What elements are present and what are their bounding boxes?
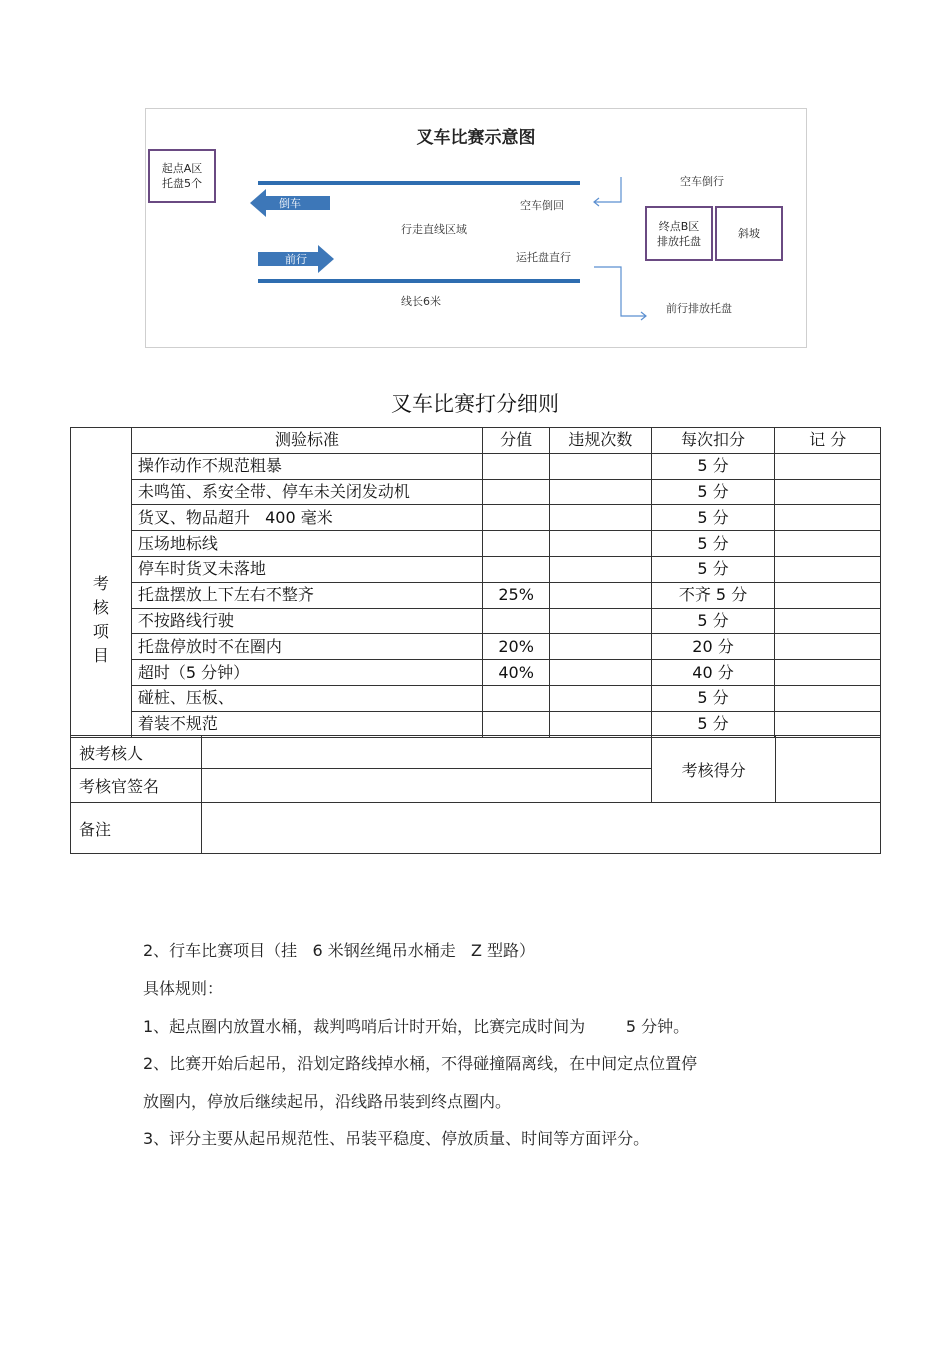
reverse-label: 倒车 — [279, 197, 301, 210]
row-value: 40% — [483, 660, 550, 686]
row-count[interactable] — [550, 634, 652, 660]
row-deduct: 20 分 — [651, 634, 775, 660]
remarks-field[interactable] — [201, 803, 880, 854]
remarks-label: 备注 — [71, 803, 202, 854]
signature-table — [70, 735, 881, 854]
header-violations: 违规次数 — [550, 428, 652, 454]
row-item: 压场地标线 — [131, 531, 482, 557]
row-value — [483, 505, 550, 531]
row-value — [483, 479, 550, 505]
row-score[interactable] — [775, 453, 881, 479]
result-label: 考核得分 — [652, 736, 776, 803]
scoring-table — [70, 427, 881, 738]
row-value: 20% — [483, 634, 550, 660]
examinee-field[interactable] — [201, 736, 651, 769]
examiner-label: 考核官签名 — [71, 769, 202, 803]
header-standard: 测验标准 — [131, 428, 482, 454]
table-title: 叉车比赛打分细则 — [391, 392, 559, 416]
forward-label: 前行 — [285, 253, 307, 266]
header-score: 记 分 — [775, 428, 881, 454]
table-row — [71, 505, 881, 531]
rule-3: 3、评分主要从起吊规范性、吊装平稳度、停放质量、时间等方面评分。 — [143, 1129, 650, 1148]
row-deduct: 5 分 — [651, 608, 775, 634]
row-value — [483, 531, 550, 557]
line-length-label: 线长6米 — [401, 295, 441, 308]
row-deduct: 5 分 — [651, 479, 775, 505]
table-row — [71, 608, 881, 634]
row-item: 托盘摆放上下左右不整齐 — [131, 582, 482, 608]
row-value: 25% — [483, 582, 550, 608]
empty-reverse-right-label: 空车倒行 — [680, 175, 724, 188]
row-deduct: 5 分 — [651, 685, 775, 711]
start-zone-line2: 托盘5个 — [162, 177, 202, 190]
examinee-label: 被考核人 — [71, 736, 202, 769]
row-item: 不按路线行驶 — [131, 608, 482, 634]
row-value — [483, 608, 550, 634]
forklift-diagram — [145, 108, 807, 348]
table-row — [71, 660, 881, 686]
straight-area-label: 行走直线区域 — [401, 223, 467, 236]
row-score[interactable] — [775, 685, 881, 711]
row-count[interactable] — [550, 556, 652, 582]
row-count[interactable] — [550, 505, 652, 531]
row-count[interactable] — [550, 531, 652, 557]
examiner-signature-field[interactable] — [201, 769, 651, 803]
rule-2-line2: 放圈内，停放后继续起吊，沿线路吊装到终点圈内。 — [143, 1092, 512, 1111]
table-row — [71, 453, 881, 479]
start-zone-line1: 起点A区 — [161, 162, 203, 175]
row-value — [483, 711, 550, 737]
row-deduct: 5 分 — [651, 505, 775, 531]
row-count[interactable] — [550, 711, 652, 737]
row-item: 托盘停放时不在圈内 — [131, 634, 482, 660]
row-score[interactable] — [775, 582, 881, 608]
table-header-row — [71, 428, 881, 454]
carry-straight-label: 运托盘直行 — [516, 251, 571, 264]
remarks-row — [71, 803, 881, 854]
end-zone-line2: 排放托盘 — [657, 234, 701, 248]
slope-box — [715, 206, 783, 261]
row-value — [483, 685, 550, 711]
row-deduct: 5 分 — [651, 531, 775, 557]
section2-heading: 2、行车比赛项目（挂 6 米钢丝绳吊水桶走 Z 型路） — [143, 941, 536, 960]
row-count[interactable] — [550, 608, 652, 634]
row-score[interactable] — [775, 556, 881, 582]
row-score[interactable] — [775, 505, 881, 531]
row-deduct: 不齐 5 分 — [651, 582, 775, 608]
empty-reverse-label: 空车倒回 — [520, 199, 564, 212]
result-field[interactable] — [776, 736, 881, 803]
slope-label: 斜坡 — [738, 227, 760, 240]
header-value: 分值 — [483, 428, 550, 454]
row-item: 停车时货叉未落地 — [131, 556, 482, 582]
rules-label: 具体规则： — [143, 979, 224, 998]
end-zone-box — [645, 206, 713, 261]
row-item: 超时（5 分钟） — [131, 660, 482, 686]
table-row — [71, 634, 881, 660]
row-count[interactable] — [550, 685, 652, 711]
row-deduct: 5 分 — [651, 453, 775, 479]
row-score[interactable] — [775, 711, 881, 737]
row-score[interactable] — [775, 531, 881, 557]
row-item: 碰桩、压板、 — [131, 685, 482, 711]
table-row — [71, 531, 881, 557]
row-count[interactable] — [550, 582, 652, 608]
row-deduct: 5 分 — [651, 556, 775, 582]
row-value — [483, 453, 550, 479]
row-count[interactable] — [550, 660, 652, 686]
row-value — [483, 556, 550, 582]
table-row — [71, 685, 881, 711]
row-score[interactable] — [775, 608, 881, 634]
diagram-title: 叉车比赛示意图 — [416, 128, 536, 148]
end-zone-line1: 终点B区 — [658, 219, 700, 233]
row-score[interactable] — [775, 660, 881, 686]
table-row — [71, 582, 881, 608]
row-deduct: 5 分 — [651, 711, 775, 737]
table-row — [71, 711, 881, 737]
row-item: 货叉、物品超升 400 毫米 — [131, 505, 482, 531]
row-deduct: 40 分 — [651, 660, 775, 686]
assessment-items-label: 考 核 项 目 — [71, 428, 132, 738]
header-deduction: 每次扣分 — [651, 428, 775, 454]
row-score[interactable] — [775, 634, 881, 660]
row-score[interactable] — [775, 479, 881, 505]
forward-place-label: 前行排放托盘 — [666, 302, 732, 315]
row-item: 未鸣笛、系安全带、停车未关闭发动机 — [131, 479, 482, 505]
table-row — [71, 479, 881, 505]
table-row — [71, 556, 881, 582]
examinee-row — [71, 736, 881, 769]
row-count[interactable] — [550, 453, 652, 479]
row-count[interactable] — [550, 479, 652, 505]
row-item: 操作动作不规范粗暴 — [131, 453, 482, 479]
rule-1: 1、起点圈内放置水桶，裁判鸣哨后计时开始，比赛完成时间为 5 分钟。 — [143, 1017, 690, 1036]
rule-2-line1: 2、比赛开始后起吊，沿划定路线掉水桶，不得碰撞隔离线，在中间定点位置停 — [143, 1054, 698, 1073]
row-item: 着装不规范 — [131, 711, 482, 737]
